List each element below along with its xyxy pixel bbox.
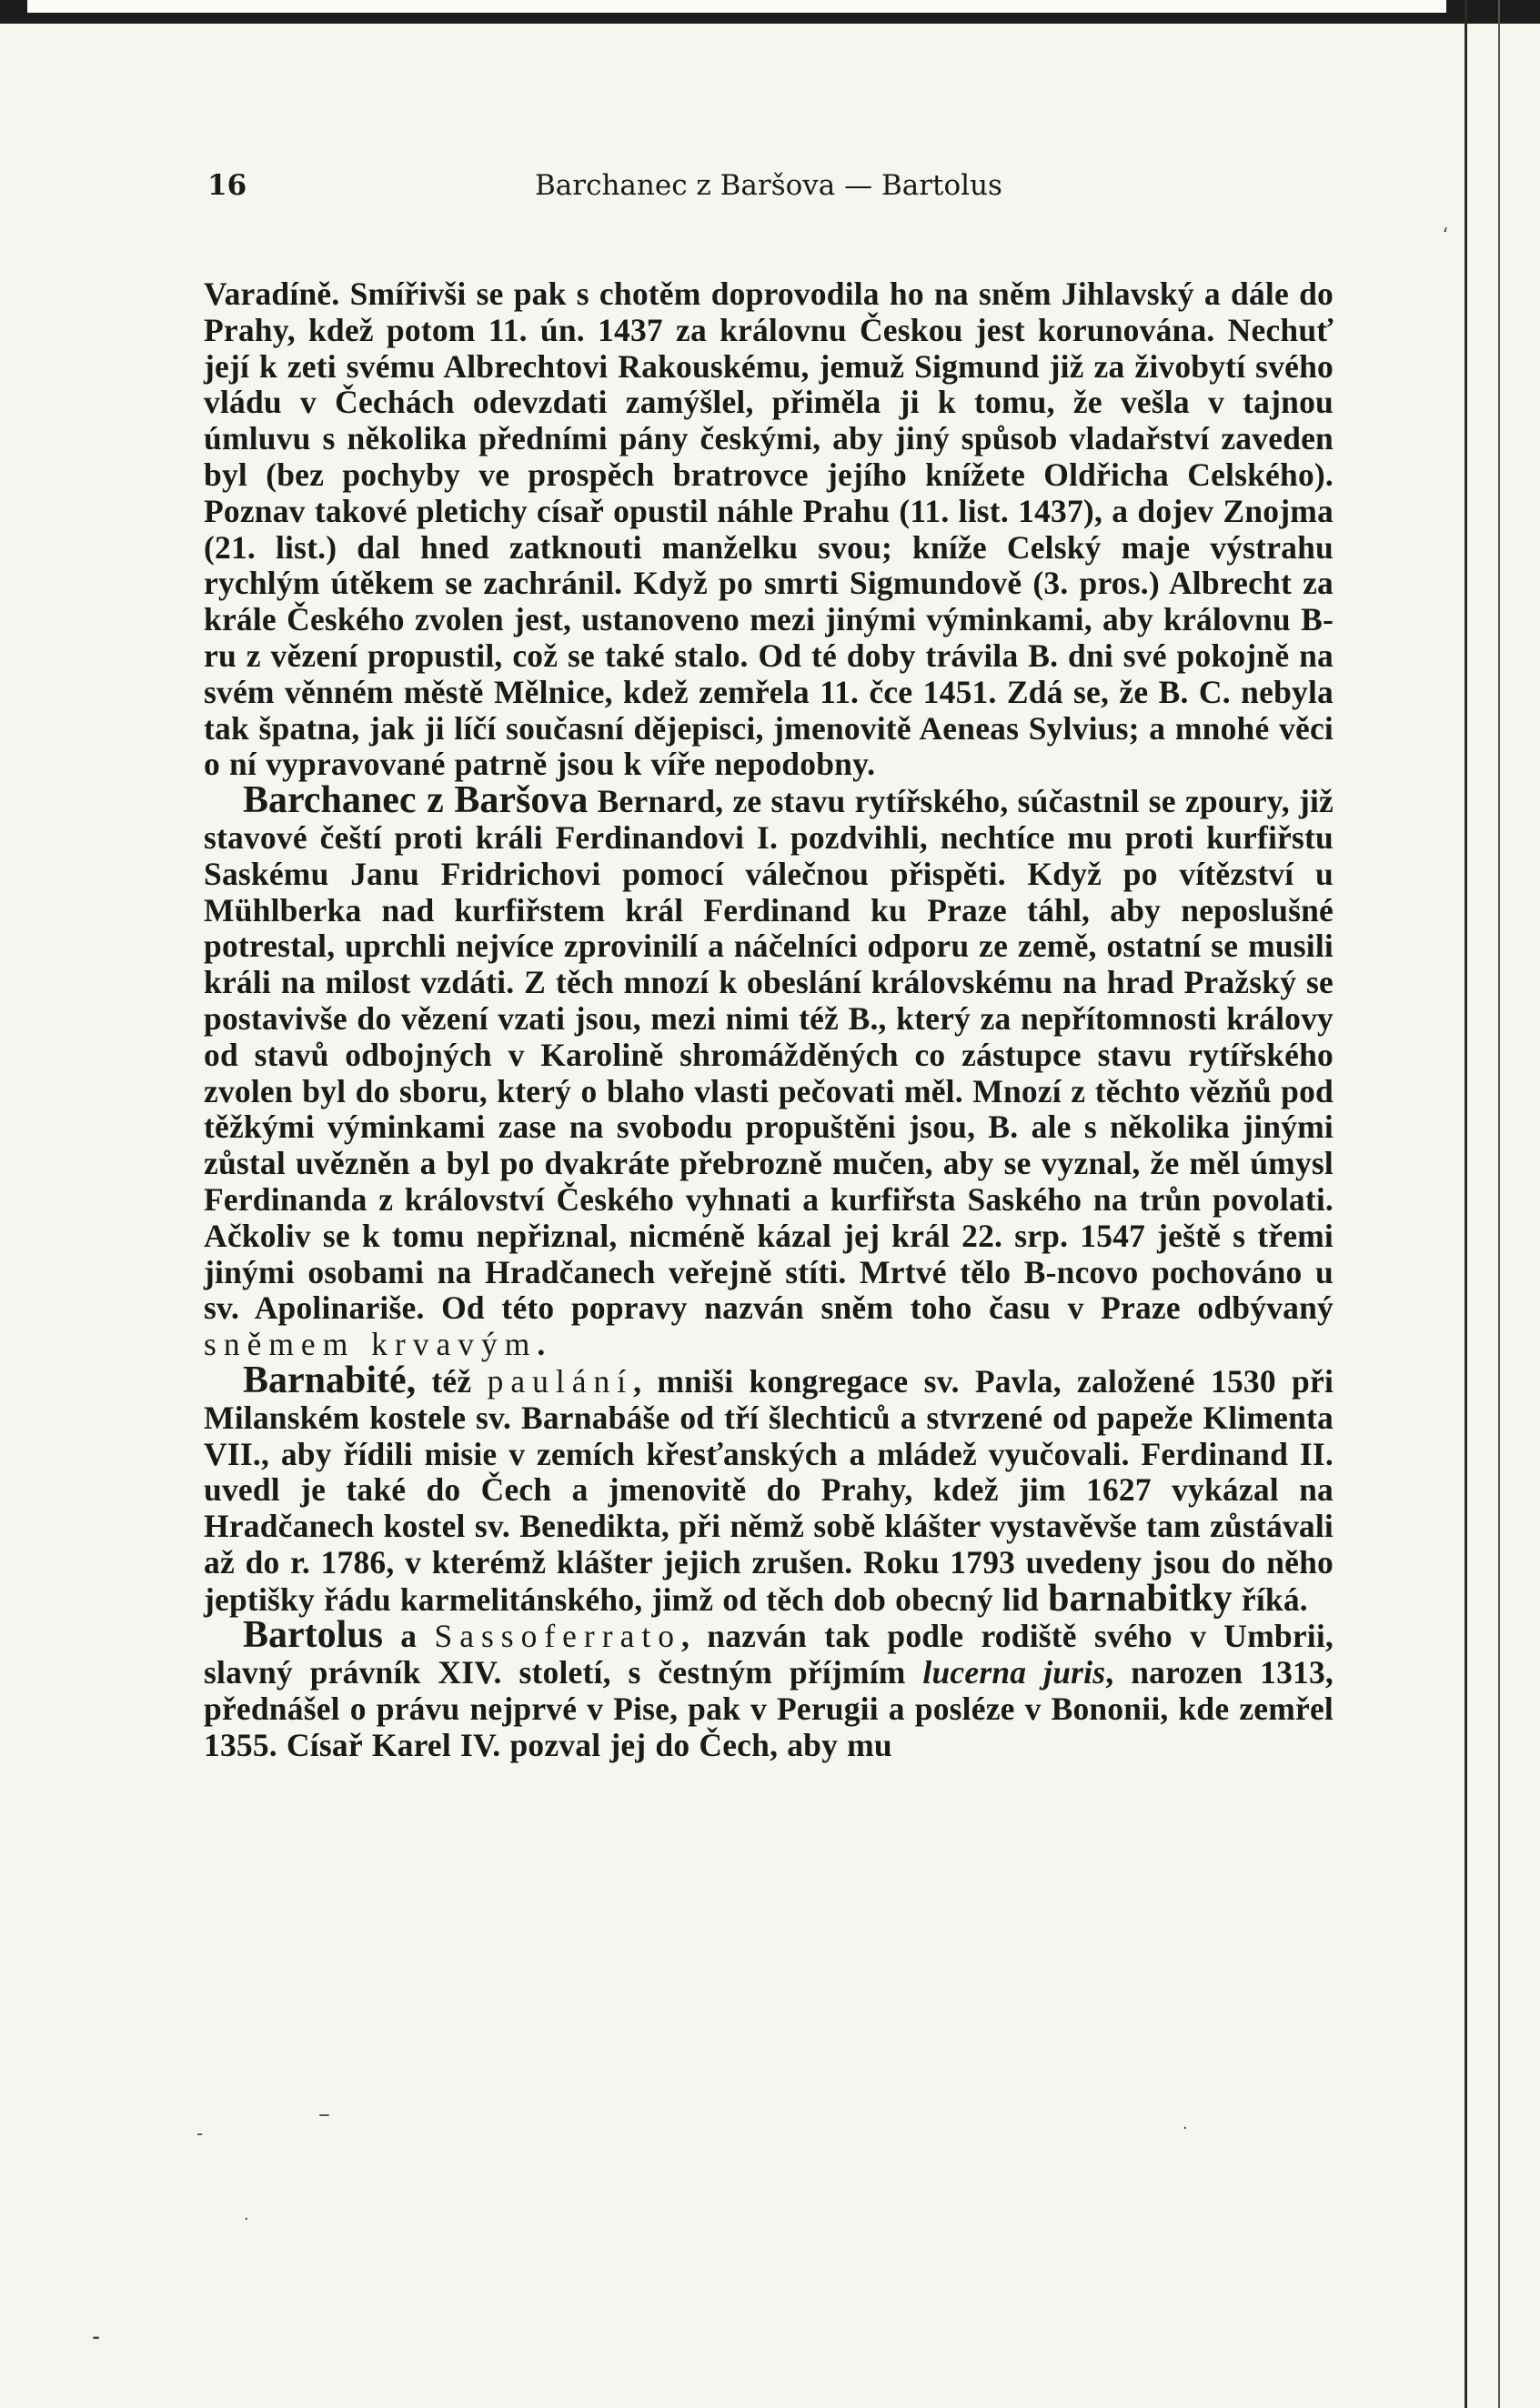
entry-text: Bernard, ze stavu rytířského, súčastnil se zpoury, již stavové čeští proti králi Ferdinandovi I. pozdvihli, nechtíce mu proti kurfiřstu Saskému Janu Fridrichovi pomocí válečnou přispěti. Když po vítězství u Mühlberka nad kurfiřstem král Ferdinand ku Praze táhl, aby neposlušné potrestal, uprchli nejvíce zprovinilí a náčelníci odporu ze země, ostatní se musili králi na milost vzdáti. Z těch mnozí k obeslání královskému na hrad Pražský se postavivše do vězení vzati jsou, mezi nimi též B., který za nepřítomnosti královy od stavů odbojných v Karolině shromážděných co zástupce stavu rytířského zvolen byl do sboru, který o blaho vlasti pečovati měl. Mnozí z těchto vězňů pod těžkými výminkami zase na svobodu propuštěni jsou, B. ale s několika jinými zůstal uvězněn a byl po dvakráte přebrozně mučen, aby se vyznal, že měl úmysl Ferdinanda z království Českého vyhnati a kurfiřsta Saského na trůn povolati. Ačkoliv se k tomu nepřiznal, nicméně kázal jej král 22. srp. 1547 ještě s třemi jinými osobami na Hradčanech veřejně stíti. Mrtvé tělo B-ncovo pochováno u sv. Apolinariše. Od této popravy nazván sněm toho času v Praze odbývaný — [204, 783, 1334, 1327]
paragraph-continuation-text: Varadíně. Smířivši se pak s chotěm doprovodila ho na sněm Jihlavský a dále do Prahy, kdež potom 11. ún. 1437 za královnu Českou jest korunována. Nechuť její k zeti svému Albrechtovi Rakouskému, jemuž Sigmund již za živobytí svého vládu v Čechách odevzdati zamýšlel, přiměla ji k tomu, že vešla v tajnou úmluvu s několika předními pány českými, aby jiný spůsob vladařství zaveden byl (bez pochyby ve prospěch bratrovce jejího knížete Oldřicha Celského). Poznav takové pletichy císař opustil náhle Prahu (11. list. 1437), a dojev Znojma (21. list.) dal hned zatknouti manželku svou; kníže Celský maje výstrahu rychlým útěkem se zachránil. Když po smrti Sigmundově (3. pros.) Albrecht za krále Českého zvolen jest, ustanoveno mezi jinými výminkami, aby královnu B-ru z vězení propustil, což se také stalo. Od té doby trávila B. dni své pokojně na svém věnném městě Mělnice, kdež zemřela 11. čce 1451. Zdá se, že B. C. nebyla tak špatna, jak ji líčí současní dějepisci, jmenovitě Aeneas Sylvius; a mnohé věci o ní vypravované patrně jsou k víře nepodobny. — [204, 276, 1334, 783]
scan-speck: · — [244, 2210, 249, 2229]
body-text — [204, 276, 1334, 1764]
scan-speck: – — [318, 2101, 330, 2128]
spaced-term: sněmem krvavým — [204, 1326, 538, 1363]
spaced-term: Sassoferrato — [434, 1618, 681, 1655]
entry-text: , mniši kongregace sv. Pavla, založené 1530 při Milanském kostele sv. Barnabáše od tří šlechticů a stvrzené od papeže Klimenta VII., aby řídili misie v zemích křesťanských a mládež vyučovali. Ferdinand II. uvedl je také do Čech a jmenovitě do Prahy, kdež jim 1627 vykázal na Hradčanech kostel sv. Benedikta, při němž sobě klášter vystavěvše tam zůstávali až do r. 1786, v kterémž klášter jejich zrušen. Roku 1793 uvedeny jsou do něho jeptišky řádu karmelitánského, jimž od těch dob obecný lid — [204, 1362, 1334, 1618]
spaced-term: paulání — [487, 1362, 634, 1400]
entry-headword: Barnabité, — [243, 1359, 417, 1401]
entry-end: . — [537, 1326, 546, 1363]
entry-text: též — [416, 1362, 488, 1400]
scan-border-right — [1465, 0, 1467, 2408]
scan-border-top-inner — [27, 0, 1446, 13]
entry-text: říká. — [1232, 1580, 1308, 1618]
running-title: Barchanec z Baršova — Bartolus — [535, 169, 1002, 202]
page-header — [204, 156, 1334, 220]
scan-speck: · — [1183, 2119, 1188, 2138]
page — [204, 156, 1334, 1764]
entry-headword: Bartolus — [243, 1614, 384, 1657]
entry-text: , nazván tak podle rodiště svého v Umbrii, slavný právník XIV. století, s čestným příjmím — [204, 1618, 1334, 1691]
paragraph-continuation — [204, 276, 1334, 783]
entry-text: a — [383, 1618, 435, 1655]
emphasized-term: barnabitky — [1048, 1577, 1233, 1620]
italic-term: lucerna juris — [922, 1654, 1106, 1691]
scan-speck: ‐ — [196, 2122, 204, 2144]
scan-speck: ⁃ — [91, 2328, 101, 2351]
entry-text: , narozen 1313, přednášel o právu nejprvé v Pise, pak v Perugii a posléze v Bononii, kde zemřel 1355. Císař Karel IV. pozval jej do Čech, aby mu — [204, 1654, 1334, 1763]
scan-speck: ‘ — [1443, 224, 1449, 246]
entry-bartolus — [204, 1614, 1334, 1763]
entry-barchanec — [204, 779, 1334, 1363]
entry-barnabite — [204, 1359, 1334, 1620]
entry-headword: Barchanec z Baršova — [243, 779, 589, 822]
page-number: 16 — [207, 169, 247, 202]
scan-border-right-outer — [1498, 0, 1500, 2408]
